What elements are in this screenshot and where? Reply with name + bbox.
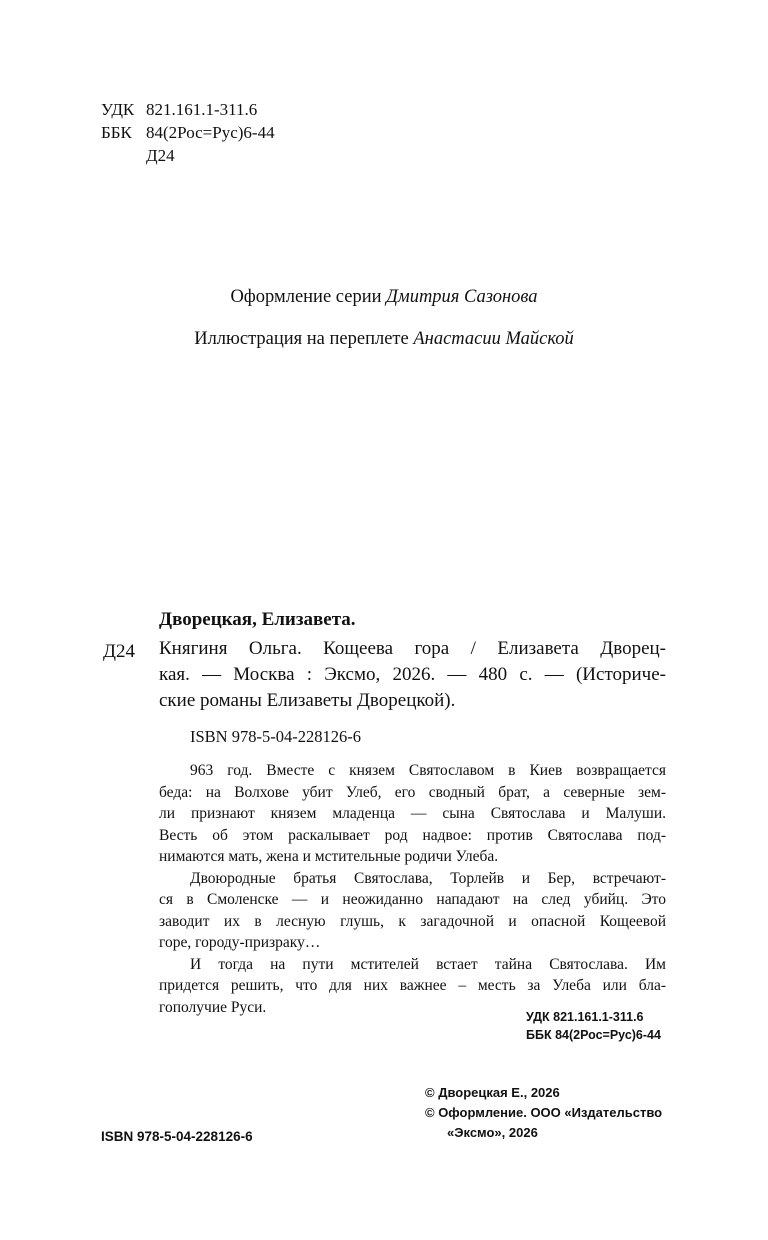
copyright-design: © Оформление. ООО «Издательство <box>425 1105 663 1120</box>
udk-value: 821.161.1-311.6 <box>146 100 258 119</box>
bbk-value: 84(2Рос=Рус)6-44 <box>146 123 275 142</box>
bibliography-line: ские романы Елизаветы Дворецкой). <box>159 690 456 711</box>
annotation-line: гополучие Руси. <box>159 998 267 1016</box>
udk-row <box>101 98 275 121</box>
isbn-record: ISBN 978-5-04-228126-6 <box>190 727 361 746</box>
isbn-bottom: ISBN 978-5-04-228126-6 <box>101 1129 253 1144</box>
annotation-line: придется решить, что для них важнее – месть за Улеба или бла- <box>159 977 666 994</box>
annotation-line: Двоюродные братья Святослава, Торлейв и Бер, встречают- <box>190 869 666 887</box>
copyright-block <box>425 1083 662 1143</box>
series-design-prefix: Оформление серии <box>230 287 382 307</box>
annotation-line: горе, городу-призраку… <box>159 934 321 951</box>
copyright-publisher: «Эксмо», 2026 <box>447 1125 538 1140</box>
annotation-line: ся в Смоленске — и неожиданно нападают на след убийц. Это <box>159 891 666 908</box>
footer-udk: УДК 821.161.1-311.6 <box>526 1010 644 1024</box>
footer-bbk: ББК 84(2Рос=Рус)6-44 <box>526 1028 661 1042</box>
udk-label: УДК <box>101 100 135 119</box>
bbk-row <box>101 121 275 144</box>
annotation-line: Весть об этом раскалывает род надвое: против Святослава под- <box>159 826 666 844</box>
bibliography-description <box>159 636 666 714</box>
cover-art-prefix: Иллюстрация на переплете <box>194 329 409 349</box>
author-heading: Дворецкая, Елизавета. <box>159 609 356 630</box>
annotation-line: И тогда на пути мстителей встает тайна Святослава. Им <box>190 955 666 973</box>
bibliography-code: Д24 <box>103 641 135 662</box>
annotation-line: заводит их в лесную глушь, к загадочной и опасной Кощеевой <box>159 912 666 930</box>
annotation-line: 963 год. Вместе с князем Святославом в Киев возвращается <box>190 762 666 779</box>
author-mark-row <box>101 144 275 167</box>
footer-classification <box>526 1008 661 1044</box>
bbk-label: ББК <box>101 123 132 142</box>
bibliography-line: кая. — Москва : Эксмо, 2026. — 480 с. — (Историче- <box>159 664 666 685</box>
bibliography-line: Княгиня Ольга. Кощеева гора / Елизавета Дворец- <box>159 638 666 659</box>
annotation-line: беда: на Волхове убит Улеб, его сводный брат, а северные зем- <box>159 783 666 801</box>
series-design-name: Дмитрия Сазонова <box>386 287 538 307</box>
annotation-line: нимаются мать, жена и мстительные родичи Улеба. <box>159 848 499 865</box>
classification-block <box>101 98 275 167</box>
cover-art-credit <box>0 329 768 350</box>
annotation <box>159 760 666 1018</box>
author-mark: Д24 <box>146 146 175 165</box>
annotation-line: ли признают князем младенца — сына Святослава и Малуши. <box>159 805 666 822</box>
copyright-author: © Дворецкая Е., 2026 <box>425 1085 560 1100</box>
series-design-credit <box>0 287 768 308</box>
cover-art-name: Анастасии Майской <box>413 329 574 349</box>
